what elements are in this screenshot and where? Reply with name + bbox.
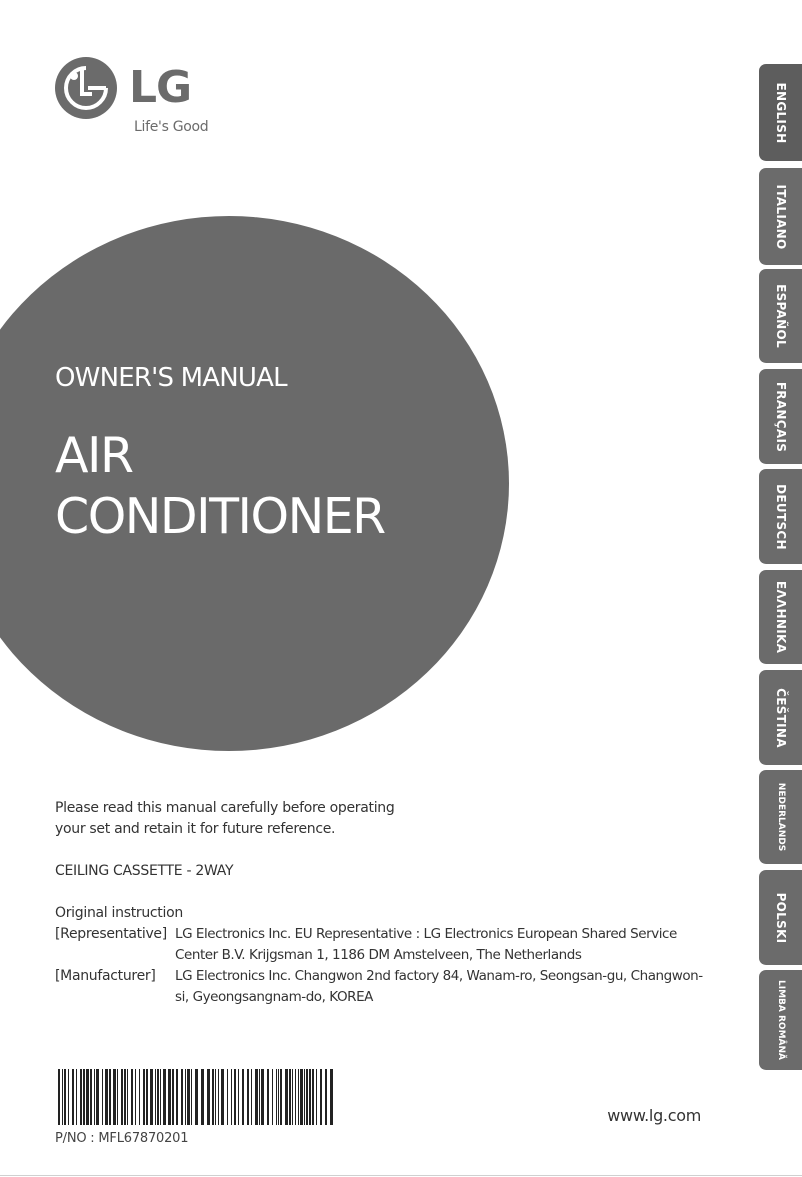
lang-tab-label: ESPAÑOL xyxy=(773,284,788,348)
lang-tab-francais[interactable] xyxy=(759,369,802,464)
barcode xyxy=(55,1069,337,1125)
intro-line-1: Please read this manual carefully before operating xyxy=(55,800,395,816)
lang-tab-label: FRANÇAIS xyxy=(773,381,788,452)
lang-tab-label: NEDERLANDS xyxy=(775,782,786,852)
lang-tab-polski[interactable] xyxy=(759,870,802,965)
brand-name: LG xyxy=(129,62,192,113)
lang-tab-limba-romana[interactable] xyxy=(759,970,802,1070)
lang-tab-label: DEUTSCH xyxy=(773,483,788,550)
lang-tab-label: ENGLISH xyxy=(773,82,788,143)
product-title xyxy=(55,425,385,547)
lang-tab-cestina[interactable] xyxy=(759,670,802,765)
lg-logo xyxy=(54,56,234,140)
representative-label: [Representative] xyxy=(55,926,167,942)
bottom-divider xyxy=(0,1175,802,1176)
manufacturer-row xyxy=(55,966,705,1008)
lang-tab-label: ΕΛΛΗΝΙΚΑ xyxy=(773,580,788,654)
manufacturer-text: LG Electronics Inc. Changwon 2nd factory 84, Wanam-ro, Seongsan-gu, Changwon-si, Gyeongsangnam-do, KOREA xyxy=(175,968,703,1005)
model-name: CEILING CASSETTE - 2WAY xyxy=(55,863,234,879)
lang-tab-deutsch[interactable] xyxy=(759,469,802,564)
lang-tab-nederlands[interactable] xyxy=(759,770,802,864)
lang-tab-ellinika[interactable] xyxy=(759,570,802,664)
representative-text: LG Electronics Inc. EU Representative : LG Electronics European Shared Service Center B.V. Krijgsman 1, 1186 DM Amstelveen, The Netherlands xyxy=(175,926,677,963)
representative-row xyxy=(55,924,705,966)
lang-tab-label: POLSKI xyxy=(773,892,788,943)
website-link[interactable]: www.lg.com xyxy=(607,1106,701,1125)
lang-tab-english[interactable] xyxy=(759,64,802,161)
lang-tab-label: LIMBA ROMÂNĂ xyxy=(775,980,786,1060)
lang-tab-espanol[interactable] xyxy=(759,269,802,363)
lang-tab-italiano[interactable] xyxy=(759,168,802,265)
intro-line-2: your set and retain it for future reference. xyxy=(55,821,336,837)
lg-face-icon xyxy=(54,56,118,120)
part-number: P/NO : MFL67870201 xyxy=(55,1131,189,1146)
product-title-line-1: AIR xyxy=(55,427,133,484)
info-block xyxy=(55,798,705,1008)
manufacturer-label: [Manufacturer] xyxy=(55,968,156,984)
manual-label: OWNER'S MANUAL xyxy=(55,363,287,393)
product-title-line-2: CONDITIONER xyxy=(55,488,385,545)
original-instruction: Original instruction xyxy=(55,905,183,921)
intro-text xyxy=(55,798,705,840)
brand-tagline: Life's Good xyxy=(134,119,209,135)
lang-tab-label: ITALIANO xyxy=(773,183,788,250)
lang-tab-label: ČEŠTINA xyxy=(773,687,788,748)
